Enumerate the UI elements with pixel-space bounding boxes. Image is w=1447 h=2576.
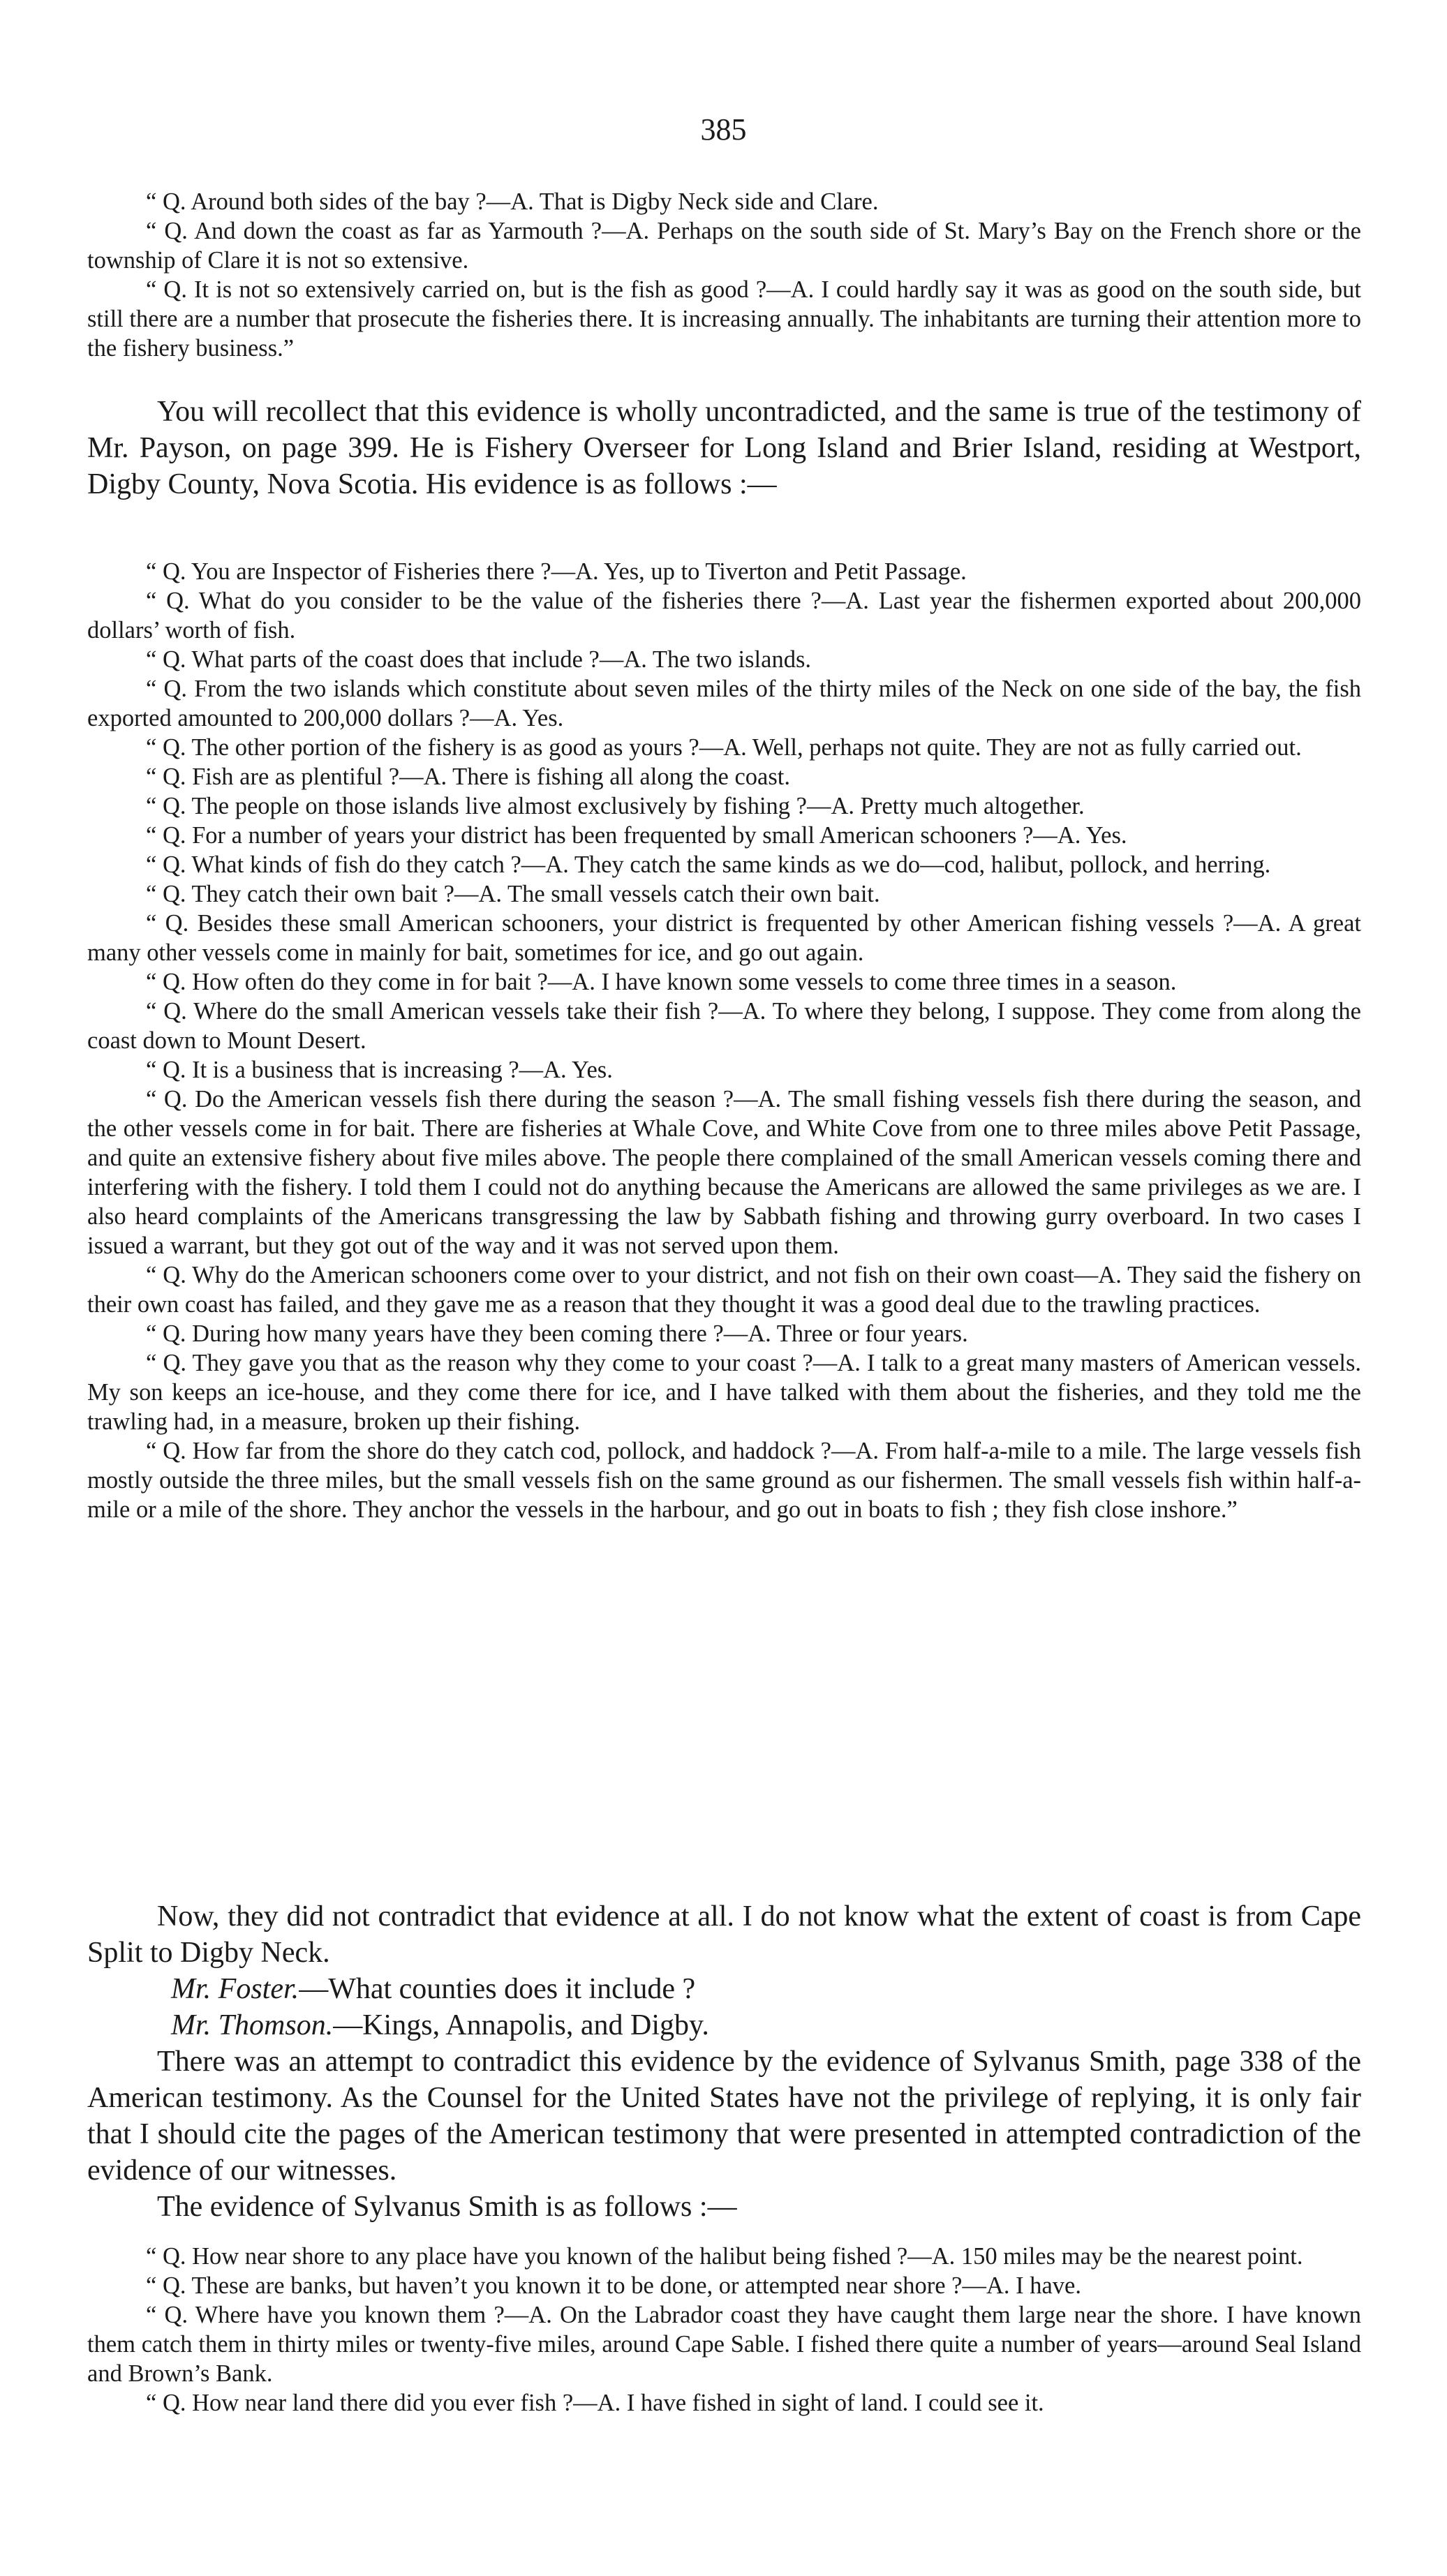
paragraph-text: There was an attempt to contradict this evidence by the evidence of Sylvanus Smith, page 338 of the American testimony. As the Counsel for the United States have not the privilege of replying, it is only fair that I should cite the pages of the American testimony that were presented in attempted contradiction of the evidence of our witnesses. <box>87 2046 1361 2187</box>
quote-line: “ Q. They catch their own bait ?—A. The small vessels catch their own bait. <box>146 881 880 907</box>
quote-line: “ Q. What do you consider to be the value of the fisheries there ?—A. Last year the fishermen exported about 200,000 dollars’ worth of fish. <box>87 588 1361 643</box>
quote-line: “ Q. Where do the small American vessels take their fish ?—A. To where they belong, I suppose. They come from along the coast down to Mount Desert. <box>87 998 1361 1054</box>
quote-line: “ Q. These are banks, but haven’t you known it to be done, or attempted near shore ?—A. I have. <box>146 2272 1081 2299</box>
quote-line: “ Q. How near land there did you ever fish ?—A. I have fished in sight of land. I could see it. <box>146 2390 1044 2416</box>
quote-line: “ Q. How often do they come in for bait ?—A. I have known some vessels to come three times in a season. <box>146 969 1177 995</box>
paragraph-text: Now, they did not contradict that evidence at all. I do not know what the extent of coast is from Cape Split to Digby Neck. <box>87 1900 1361 1969</box>
quote-line: “ Q. The people on those islands live almost exclusively by fishing ?—A. Pretty much altogether. <box>146 793 1085 819</box>
quote-line: “ Q. What kinds of fish do they catch ?—A. They catch the same kinds as we do—cod, halibut, pollock, and herring. <box>146 851 1271 878</box>
speaker-name: Mr. Thomson. <box>171 2009 334 2041</box>
quote-block-3 <box>87 2242 1361 2418</box>
quote-block-1 <box>87 187 1361 363</box>
quote-line: “ Q. What parts of the coast does that include ?—A. The two islands. <box>146 646 811 673</box>
quote-line: “ Q. Besides these small American schooners, your district is frequented by other American fishing vessels ?—A. A great many other vessels come in mainly for bait, sometimes for ice, and go out again. <box>87 910 1361 966</box>
quote-line: “ Q. For a number of years your district has been frequented by small American schooners ?—A. Yes. <box>146 822 1127 849</box>
quote-line: “ Q. Do the American vessels fish there during the season ?—A. The small fishing vessels fish there during the season, and the other vessels come in for bait. There are fisheries at Whale Cove, and White Cove from one to three miles above Petit Passage, and quite an extensive fishery about five miles above. The people there complained of the small American vessels coming there and interfering with the fishery. I told them I could not do anything because the Americans are allowed the same privileges as we are. I also heard complaints of the Americans transgressing the law by Sabbath fishing and throwing gurry overboard. In two cases I issued a warrant, but they got out of the way and it was not served upon them. <box>87 1086 1361 1259</box>
speaker-text: —What counties does it include ? <box>299 1973 696 2005</box>
quote-line: “ Q. Where have you known them ?—A. On the Labrador coast they have caught them large near the shore. I have known them catch them in thirty miles or twenty-five miles, around Cape Sable. I fished there quite a number of years—around Seal Island and Brown’s Bank. <box>87 2302 1361 2387</box>
paragraph-text: You will recollect that this evidence is wholly uncontradicted, and the same is true of the testimony of Mr. Payson, on page 399. He is Fishery Overseer for Long Island and Brier Island, residing at Westport, Digby County, Nova Scotia. His evidence is as follows :— <box>87 396 1361 500</box>
speaker-name: Mr. Foster. <box>171 1973 299 2005</box>
quote-line: “ Q. Around both sides of the bay ?—A. That is Digby Neck side and Clare. <box>146 188 879 215</box>
body-paragraph-1 <box>87 394 1361 502</box>
quote-line: “ Q. You are Inspector of Fisheries there ?—A. Yes, up to Tiverton and Petit Passage. <box>146 558 967 585</box>
speaker-line-thomson <box>87 2007 1361 2043</box>
page-number: 385 <box>700 112 747 147</box>
quote-line: “ Q. How far from the shore do they catch cod, pollock, and haddock ?—A. From half-a-mile to a mile. The large vessels fish mostly outside the three miles, but the small vessels fish on the same ground as our fishermen. The small vessels fish within half-a-mile or a mile of the shore. They anchor the vessels in the harbour, and go out in boats to fish ; they fish close inshore.” <box>87 1438 1361 1523</box>
speaker-line-foster <box>87 1971 1361 2007</box>
body-section-2 <box>87 1898 1361 2225</box>
quote-line: “ Q. The other portion of the fishery is as good as yours ?—A. Well, perhaps not quite. They are not as fully carried out. <box>146 734 1302 761</box>
quote-block-2 <box>87 557 1361 1524</box>
speaker-text: —Kings, Annapolis, and Digby. <box>333 2009 709 2041</box>
quote-line: “ Q. And down the coast as far as Yarmouth ?—A. Perhaps on the south side of St. Mary’s Bay on the French shore or the township of Clare it is not so extensive. <box>87 218 1361 274</box>
quote-line: “ Q. They gave you that as the reason why they come to your coast ?—A. I talk to a great many masters of American vessels. My son keeps an ice-house, and they come there for ice, and I have talked with them about the fisheries, and they told me the trawling had, in a measure, broken up their fishing. <box>87 1350 1361 1435</box>
quote-line: “ Q. Why do the American schooners come over to your district, and not fish on their own coast—A. They said the fishery on their own coast has failed, and they gave me as a reason that they thought it was a good deal due to the trawling practices. <box>87 1262 1361 1318</box>
quote-line: “ Q. It is a business that is increasing ?—A. Yes. <box>146 1057 613 1083</box>
quote-line: “ Q. It is not so extensively carried on, but is the fish as good ?—A. I could hardly say it was as good on the south side, but still there are a number that prosecute the fisheries there. It is increasing annually. The inhabitants are turning their attention more to the fishery business.” <box>87 276 1361 362</box>
quote-line: “ Q. Fish are as plentiful ?—A. There is fishing all along the coast. <box>146 764 790 790</box>
paragraph-text: The evidence of Sylvanus Smith is as follows :— <box>157 2191 737 2223</box>
quote-line: “ Q. How near shore to any place have you known of the halibut being fished ?—A. 150 miles may be the nearest point. <box>146 2243 1303 2270</box>
quote-line: “ Q. From the two islands which constitute about seven miles of the thirty miles of the Neck on one side of the bay, the fish exported amounted to 200,000 dollars ?—A. Yes. <box>87 676 1361 731</box>
quote-line: “ Q. During how many years have they been coming there ?—A. Three or four years. <box>146 1320 968 1347</box>
